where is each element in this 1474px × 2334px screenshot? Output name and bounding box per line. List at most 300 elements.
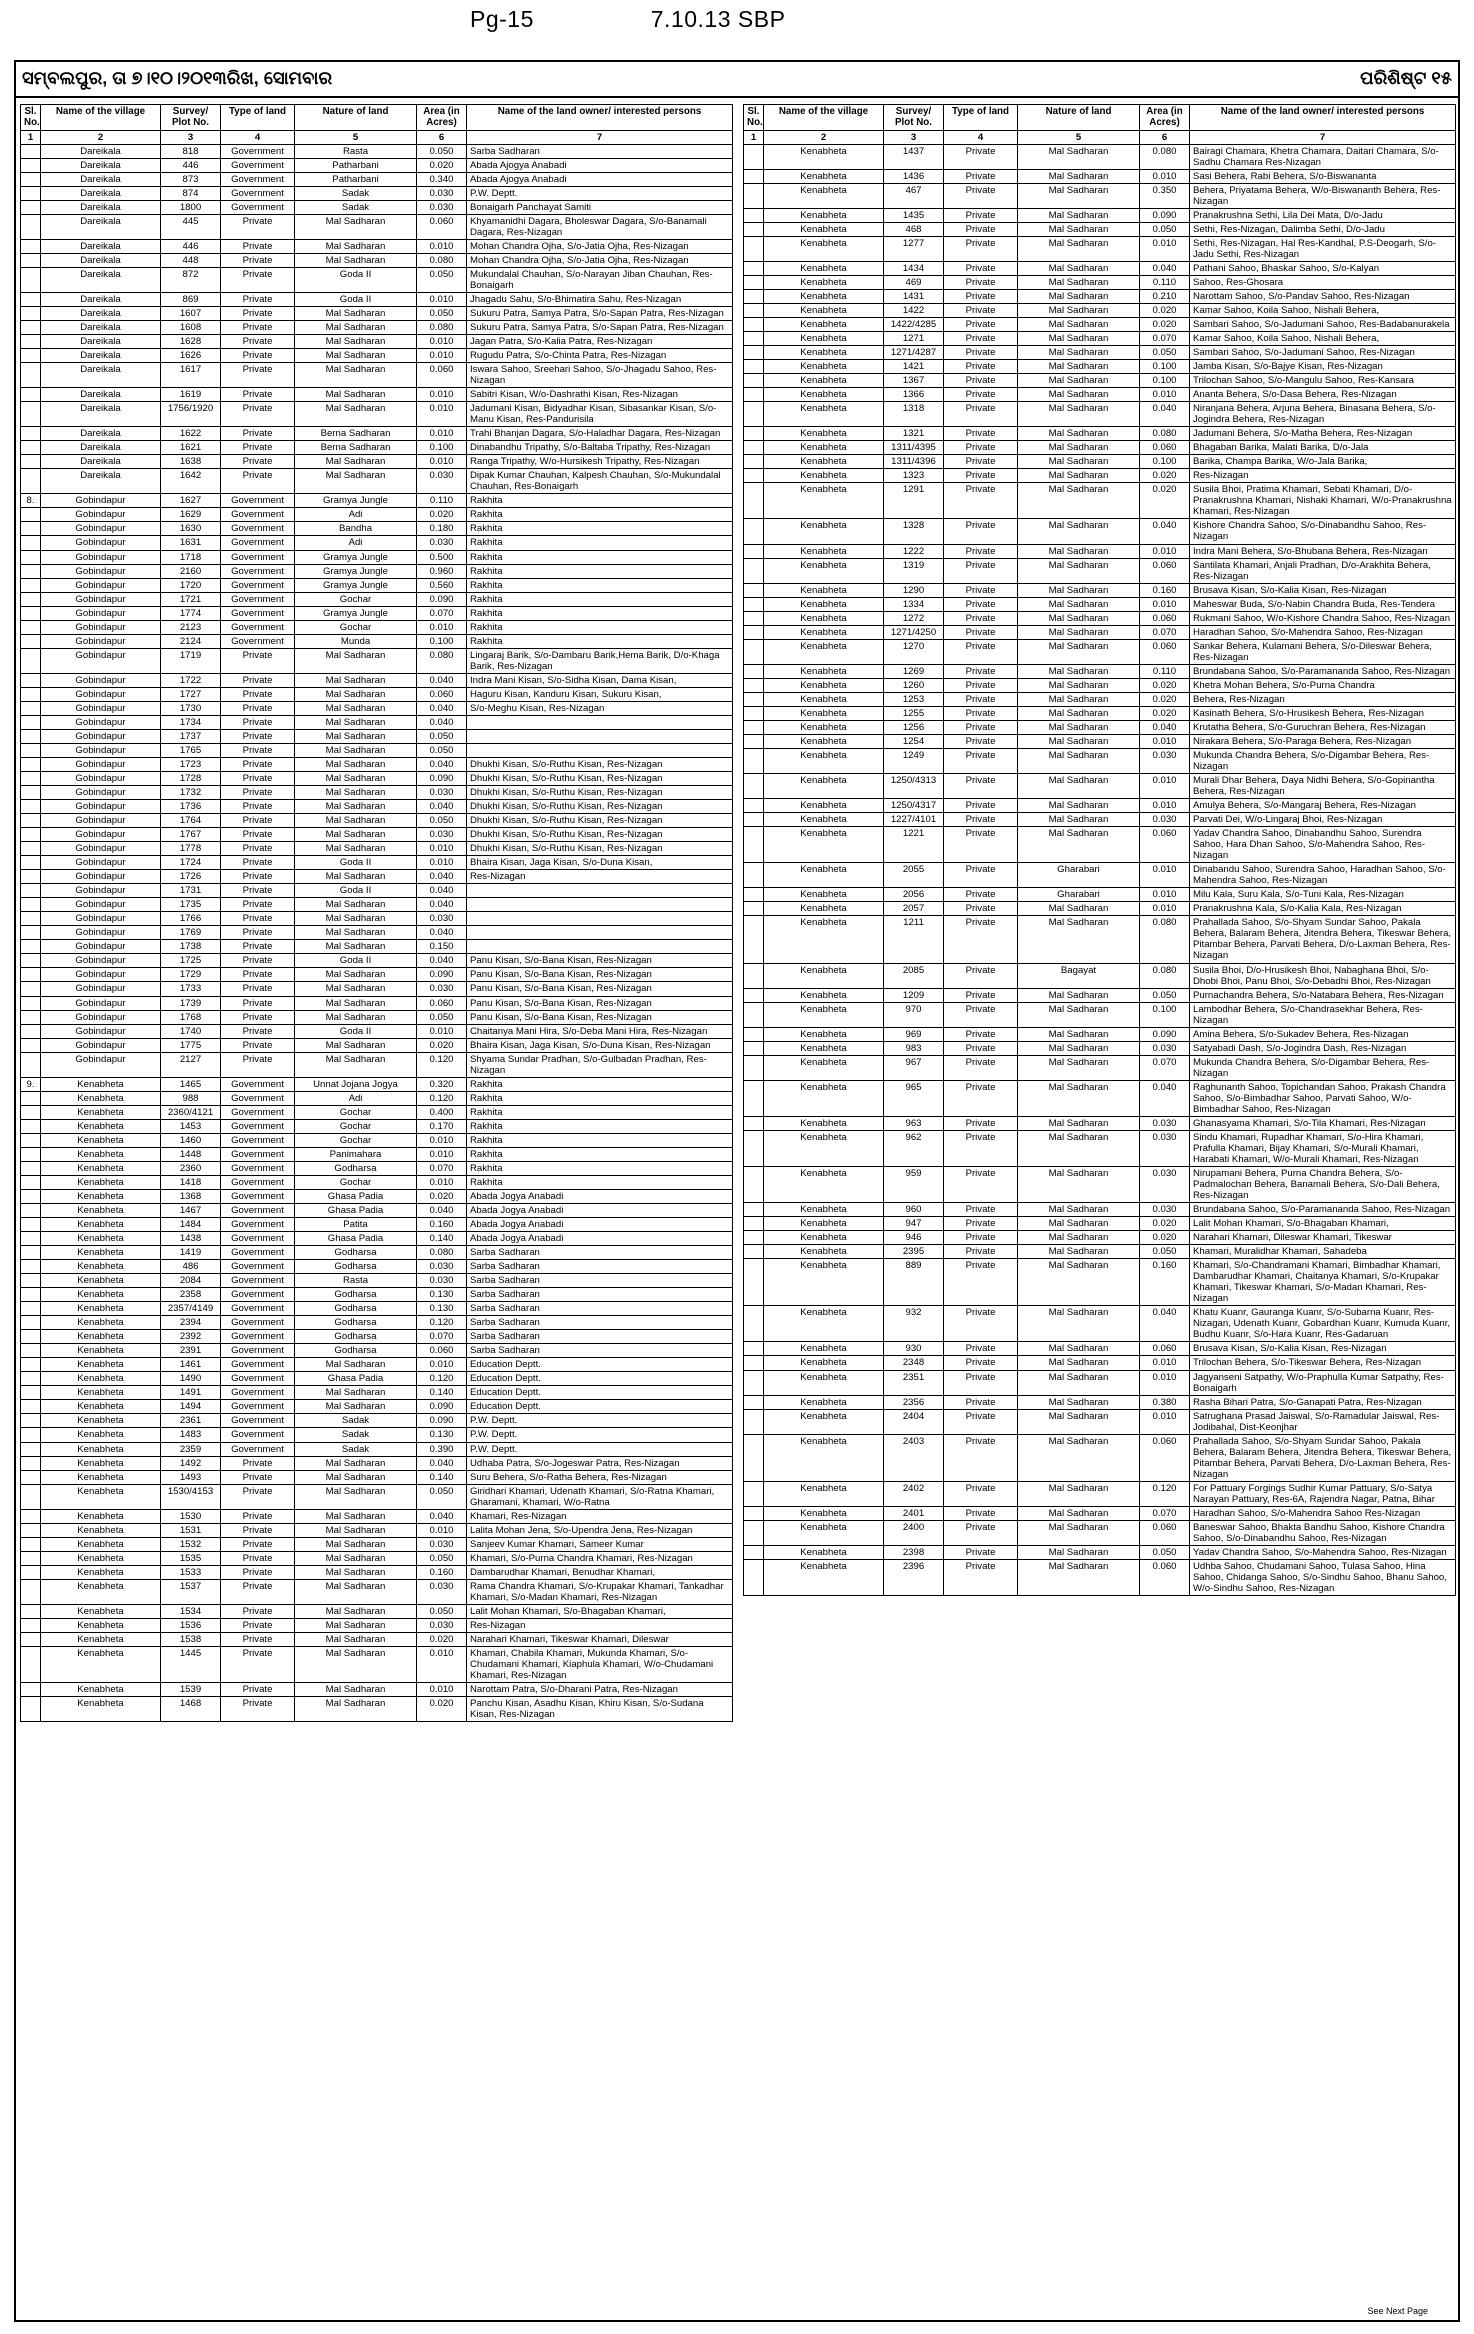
- table-row: [21, 1697, 733, 1722]
- village-name: Gobindapur: [41, 982, 161, 996]
- survey-plot-no: 983: [884, 1041, 944, 1055]
- owner-name: Niranjana Behera, Arjuna Behera, Binasana Behera, S/o-Jogindra Behera, Res-Nizagan: [1190, 402, 1456, 427]
- sl-no: [21, 253, 41, 267]
- land-type: Government: [221, 186, 295, 200]
- village-name: Kenabheta: [764, 639, 884, 664]
- land-type: Private: [944, 1080, 1018, 1116]
- survey-plot-no: 2360/4121: [161, 1105, 221, 1119]
- owner-name: Sambari Sahoo, S/o-Jadumani Sahoo, Res-Badabanurakela: [1190, 317, 1456, 331]
- owner-name: Prahallada Sahoo, S/o-Shyam Sundar Sahoo, Pakala Behera, Balaram Behera, Jitendra Behera, Tikeswar Behera, Pitambar Behera, Parvati Behera, D/o-Laxman Behera, Res-Nizagan: [1190, 916, 1456, 963]
- col-header: Nature of land: [1018, 105, 1140, 131]
- owner-name: Abada Jogya Anabadi: [467, 1218, 733, 1232]
- survey-plot-no: 1418: [161, 1175, 221, 1189]
- owner-name: Dhukhi Kisan, S/o-Ruthu Kisan, Res-Nizagan: [467, 814, 733, 828]
- survey-plot-no: 1453: [161, 1119, 221, 1133]
- table-row: [21, 1024, 733, 1038]
- village-name: Kenabheta: [764, 1231, 884, 1245]
- area-acres: 0.020: [417, 1189, 467, 1203]
- area-acres: 0.010: [417, 856, 467, 870]
- land-type: Private: [944, 1203, 1018, 1217]
- land-nature: Mal Sadharan: [1018, 441, 1140, 455]
- area-acres: 0.010: [417, 1646, 467, 1682]
- owner-name: Pathani Sahoo, Bhaskar Sahoo, S/o-Kalyan: [1190, 261, 1456, 275]
- village-name: Kenabheta: [764, 611, 884, 625]
- owner-name: Trilochan Sahoo, S/o-Mangulu Sahoo, Res-Kansara: [1190, 374, 1456, 388]
- village-name: Dareikala: [41, 363, 161, 388]
- area-acres: 0.050: [1140, 222, 1190, 236]
- land-type: Government: [221, 200, 295, 214]
- village-name: Dareikala: [41, 455, 161, 469]
- land-type: Private: [944, 1342, 1018, 1356]
- table-row: [21, 968, 733, 982]
- owner-name: Khamari, S/o-Purna Chandra Khamari, Res-Nizagan: [467, 1551, 733, 1565]
- land-type: Government: [221, 1091, 295, 1105]
- area-acres: 0.010: [417, 292, 467, 306]
- land-type: Private: [944, 1506, 1018, 1520]
- land-type: Private: [944, 774, 1018, 799]
- land-nature: Goda II: [295, 267, 417, 292]
- owner-name: Susila Bhoi, D/o-Hrusikesh Bhoi, Nabaghana Bhoi, S/o-Dhobi Bhoi, Panu Bhoi, S/o-Debadhi Bhoi, Res-Nizagan: [1190, 963, 1456, 988]
- sl-no: [744, 275, 764, 289]
- land-nature: Mal Sadharan: [1018, 1259, 1140, 1306]
- col-header: Name of the village: [41, 105, 161, 131]
- area-acres: 0.070: [417, 1161, 467, 1175]
- land-type: Government: [221, 1105, 295, 1119]
- sl-no: [21, 214, 41, 239]
- owner-name: Lalit Mohan Khamari, S/o-Bhagaban Khamari,: [467, 1604, 733, 1618]
- land-type: Private: [221, 996, 295, 1010]
- area-acres: 0.040: [417, 715, 467, 729]
- land-nature: Mal Sadharan: [1018, 1306, 1140, 1342]
- land-nature: Mal Sadharan: [1018, 1481, 1140, 1506]
- owner-name: Mukunda Chandra Behera, S/o-Digambar Behera, Res-Nizagan: [1190, 1055, 1456, 1080]
- owner-name: Brundabana Sahoo, S/o-Paramananda Sahoo, Res-Nizagan: [1190, 1203, 1456, 1217]
- page-slug: [470, 6, 895, 33]
- sl-no: [744, 317, 764, 331]
- table-row: [21, 158, 733, 172]
- land-type: Private: [221, 1523, 295, 1537]
- table-row: [744, 963, 1456, 988]
- sl-no: [744, 183, 764, 208]
- sl-no: [744, 720, 764, 734]
- sl-no: [21, 1288, 41, 1302]
- land-nature: Mal Sadharan: [1018, 1055, 1140, 1080]
- village-name: Kenabheta: [41, 1372, 161, 1386]
- land-nature: Mal Sadharan: [295, 982, 417, 996]
- land-type: Government: [221, 1288, 295, 1302]
- table-row: [21, 1344, 733, 1358]
- sl-no: [744, 706, 764, 720]
- survey-plot-no: 2400: [884, 1520, 944, 1545]
- survey-plot-no: 1537: [161, 1579, 221, 1604]
- land-type: Private: [221, 842, 295, 856]
- land-nature: Mal Sadharan: [1018, 289, 1140, 303]
- land-nature: Mal Sadharan: [295, 1537, 417, 1551]
- table-row: [21, 427, 733, 441]
- sl-no: [21, 1386, 41, 1400]
- survey-plot-no: 1767: [161, 828, 221, 842]
- area-acres: 0.030: [417, 1537, 467, 1551]
- table-row: [21, 1133, 733, 1147]
- area-acres: 0.040: [1140, 261, 1190, 275]
- table-row: [21, 306, 733, 320]
- area-acres: 0.020: [417, 1038, 467, 1052]
- survey-plot-no: 1722: [161, 673, 221, 687]
- land-nature: Mal Sadharan: [295, 687, 417, 701]
- village-name: Kenabheta: [764, 374, 884, 388]
- table-row: [21, 1052, 733, 1077]
- land-type: Private: [944, 332, 1018, 346]
- village-name: Kenabheta: [764, 813, 884, 827]
- owner-name: Khamari, Chabila Khamari, Mukunda Khamari, S/o-Chudamani Khamari, Kiaphula Khamari, W/o-Chudamani Khamari, Res-Nizagan: [467, 1646, 733, 1682]
- land-table-left: [20, 104, 733, 1722]
- land-nature: Mal Sadharan: [1018, 303, 1140, 317]
- area-acres: 0.030: [417, 786, 467, 800]
- table-row: [744, 1434, 1456, 1481]
- village-name: Kenabheta: [764, 1217, 884, 1231]
- land-type: Government: [221, 508, 295, 522]
- area-acres: 0.060: [1140, 558, 1190, 583]
- land-type: Government: [221, 172, 295, 186]
- area-acres: 0.020: [417, 1632, 467, 1646]
- village-name: Dareikala: [41, 239, 161, 253]
- table-row: [744, 1545, 1456, 1559]
- owner-name: Rakhita: [467, 592, 733, 606]
- owner-name: Sarba Sadharan: [467, 1302, 733, 1316]
- land-nature: Gochar: [295, 620, 417, 634]
- land-table-right: [743, 104, 1456, 1596]
- land-nature: Gochar: [295, 1133, 417, 1147]
- area-acres: 0.010: [1140, 1356, 1190, 1370]
- table-row: [744, 427, 1456, 441]
- owner-name: Haradhan Sahoo, S/o-Mahendra Sahoo, Res-Nizagan: [1190, 625, 1456, 639]
- table-row: [744, 1520, 1456, 1545]
- land-type: Private: [221, 1509, 295, 1523]
- sl-no: [744, 799, 764, 813]
- area-acres: 0.060: [417, 363, 467, 388]
- land-type: Private: [944, 222, 1018, 236]
- survey-plot-no: 448: [161, 253, 221, 267]
- table-row: [744, 208, 1456, 222]
- owner-name: Dipak Kumar Chauhan, Kalpesh Chauhan, S/o-Mukundalal Chauhan, Res-Bonaigarh: [467, 469, 733, 494]
- sl-no: [21, 1470, 41, 1484]
- col-header: Area (in Acres): [1140, 105, 1190, 131]
- land-nature: Mal Sadharan: [1018, 332, 1140, 346]
- survey-plot-no: 1209: [884, 988, 944, 1002]
- land-nature: Mal Sadharan: [295, 1523, 417, 1537]
- survey-plot-no: 1318: [884, 402, 944, 427]
- land-type: Private: [221, 870, 295, 884]
- village-name: Kenabheta: [764, 1167, 884, 1203]
- table-row: [744, 1245, 1456, 1259]
- survey-plot-no: 1253: [884, 692, 944, 706]
- village-name: Kenabheta: [41, 1414, 161, 1428]
- table-row: [21, 1456, 733, 1470]
- owner-name: Jadumani Kisan, Bidyadhar Kisan, Sibasankar Kisan, S/o-Manu Kisan, Res-Pandurisila: [467, 402, 733, 427]
- sl-no: [744, 144, 764, 169]
- owner-name: Purnachandra Behera, S/o-Natabara Behera, Res-Nizagan: [1190, 988, 1456, 1002]
- owner-name: Sarba Sadharan: [467, 1344, 733, 1358]
- owner-name: [467, 715, 733, 729]
- land-type: Government: [221, 1133, 295, 1147]
- owner-name: Sindu Khamari, Rupadhar Khamari, S/o-Hira Khamari, Prafulla Khamari, Bijay Khamari, S/o-Murali Khamari, Harabati Khamari, W/o-Murali Khamari, Res-Nizagan: [1190, 1130, 1456, 1166]
- land-nature: Mal Sadharan: [1018, 611, 1140, 625]
- village-name: Kenabheta: [764, 988, 884, 1002]
- survey-plot-no: 1739: [161, 996, 221, 1010]
- area-acres: 0.040: [417, 926, 467, 940]
- survey-plot-no: 2404: [884, 1409, 944, 1434]
- village-name: Kenabheta: [764, 402, 884, 427]
- sl-no: [21, 870, 41, 884]
- land-type: Private: [221, 1551, 295, 1565]
- area-acres: 0.040: [1140, 1080, 1190, 1116]
- area-acres: 0.080: [417, 320, 467, 334]
- sl-no: [744, 1217, 764, 1231]
- land-type: Private: [221, 940, 295, 954]
- land-nature: Gochar: [295, 1105, 417, 1119]
- sl-no: [744, 261, 764, 275]
- area-acres: 0.010: [1140, 774, 1190, 799]
- land-nature: Unnat Jojana Jogya: [295, 1077, 417, 1091]
- sl-no: [21, 954, 41, 968]
- land-type: Private: [944, 208, 1018, 222]
- village-name: Gobindapur: [41, 842, 161, 856]
- table-row: [21, 856, 733, 870]
- area-acres: 0.120: [1140, 1481, 1190, 1506]
- owner-name: Lingaraj Barik, S/o-Dambaru Barik,Hema Barik, D/o-Khaga Barik, Res-Nizagan: [467, 648, 733, 673]
- survey-plot-no: 2358: [161, 1288, 221, 1302]
- owner-name: Jhagadu Sahu, S/o-Bhimatira Sahu, Res-Nizagan: [467, 292, 733, 306]
- area-acres: 0.100: [1140, 374, 1190, 388]
- owner-name: P.W. Deptt.: [467, 186, 733, 200]
- table-row: [21, 648, 733, 673]
- village-name: Kenabheta: [764, 1545, 884, 1559]
- sl-no: [21, 1509, 41, 1523]
- survey-plot-no: 1627: [161, 494, 221, 508]
- owner-name: Sasi Behera, Rabi Behera, S/o-Biswananta: [1190, 169, 1456, 183]
- survey-plot-no: 1270: [884, 639, 944, 664]
- owner-name: P.W. Deptt.: [467, 1428, 733, 1442]
- survey-plot-no: 2351: [884, 1370, 944, 1395]
- area-acres: 0.010: [417, 239, 467, 253]
- land-type: Private: [944, 558, 1018, 583]
- sl-no: [21, 267, 41, 292]
- area-acres: 0.050: [1140, 1545, 1190, 1559]
- land-nature: Mal Sadharan: [1018, 774, 1140, 799]
- owner-name: Rakhita: [467, 522, 733, 536]
- table-row: [21, 926, 733, 940]
- land-nature: Mal Sadharan: [1018, 664, 1140, 678]
- area-acres: 0.060: [1140, 1559, 1190, 1595]
- survey-plot-no: 869: [161, 292, 221, 306]
- village-name: Kenabheta: [764, 483, 884, 519]
- land-nature: Mal Sadharan: [295, 388, 417, 402]
- land-nature: Gramya Jungle: [295, 564, 417, 578]
- owner-name: Sukuru Patra, Samya Patra, S/o-Sapan Patra, Res-Nizagan: [467, 320, 733, 334]
- village-name: Gobindapur: [41, 940, 161, 954]
- land-nature: Mal Sadharan: [295, 363, 417, 388]
- land-type: Private: [944, 388, 1018, 402]
- table-row: [744, 303, 1456, 317]
- village-name: Kenabheta: [764, 346, 884, 360]
- land-type: Private: [221, 715, 295, 729]
- table-row: [21, 1260, 733, 1274]
- survey-plot-no: 446: [161, 239, 221, 253]
- land-nature: Mal Sadharan: [1018, 1520, 1140, 1545]
- village-name: Gobindapur: [41, 592, 161, 606]
- owner-name: Susila Bhoi, Pratima Khamari, Sebati Khamari, D/o-Pranakrushna Khamari, Nishaki Khamari, W/o-Pranakrushna Khamari, Res-Nizagan: [1190, 483, 1456, 519]
- sl-no: [21, 786, 41, 800]
- owner-name: Sethi, Res-Nizagan, Dalimba Sethi, D/o-Jadu: [1190, 222, 1456, 236]
- owner-name: [467, 884, 733, 898]
- survey-plot-no: 2055: [884, 863, 944, 888]
- owner-name: Rakhita: [467, 634, 733, 648]
- sl-no: [21, 606, 41, 620]
- village-name: Kenabheta: [41, 1316, 161, 1330]
- owner-name: Lambodhar Behera, S/o-Chandrasekhar Behera, Res-Nizagan: [1190, 1002, 1456, 1027]
- owner-name: Panu Kisan, S/o-Bana Kisan, Res-Nizagan: [467, 982, 733, 996]
- survey-plot-no: 1311/4395: [884, 441, 944, 455]
- land-nature: Mal Sadharan: [295, 757, 417, 771]
- village-name: Kenabheta: [764, 583, 884, 597]
- area-acres: 0.020: [417, 158, 467, 172]
- survey-plot-no: 1311/4396: [884, 455, 944, 469]
- survey-plot-no: 1493: [161, 1470, 221, 1484]
- land-type: Private: [944, 611, 1018, 625]
- land-type: Private: [944, 1002, 1018, 1027]
- survey-plot-no: 1733: [161, 982, 221, 996]
- column-number: 6: [417, 130, 467, 144]
- owner-name: Khatu Kuanr, Gauranga Kuanr, S/o-Subarna Kuanr, Res-Nizagan, Udenath Kuanr, Gobardhan Kuanr, Kumuda Kuanr, Budhu Kuanr, S/o-Hara Kuanr, Res-Gadaruan: [1190, 1306, 1456, 1342]
- sl-no: [21, 1246, 41, 1260]
- survey-plot-no: 2056: [884, 888, 944, 902]
- table-row: [744, 1080, 1456, 1116]
- survey-plot-no: 1800: [161, 200, 221, 214]
- table-row: [744, 813, 1456, 827]
- land-nature: Ghasa Padia: [295, 1189, 417, 1203]
- survey-plot-no: 1724: [161, 856, 221, 870]
- survey-plot-no: 1730: [161, 701, 221, 715]
- area-acres: 0.110: [1140, 275, 1190, 289]
- column-number: 4: [221, 130, 295, 144]
- land-type: Private: [944, 169, 1018, 183]
- survey-plot-no: 2392: [161, 1330, 221, 1344]
- village-name: Kenabheta: [764, 827, 884, 863]
- village-name: Gobindapur: [41, 996, 161, 1010]
- sl-no: [744, 1342, 764, 1356]
- sl-no: [21, 200, 41, 214]
- area-acres: 0.010: [1140, 236, 1190, 261]
- owner-name: Suru Behera, S/o-Ratha Behera, Res-Nizagan: [467, 1470, 733, 1484]
- sl-no: [744, 455, 764, 469]
- owner-name: Mohan Chandra Ojha, S/o-Jatia Ojha, Res-Nizagan: [467, 239, 733, 253]
- sl-no: [744, 374, 764, 388]
- survey-plot-no: 1483: [161, 1428, 221, 1442]
- sl-no: [744, 1559, 764, 1595]
- table-row: [21, 954, 733, 968]
- table-row: [744, 1231, 1456, 1245]
- header-row: [21, 105, 733, 131]
- land-type: Private: [221, 1537, 295, 1551]
- table-row: [21, 814, 733, 828]
- survey-plot-no: 1368: [161, 1189, 221, 1203]
- area-acres: 0.110: [417, 494, 467, 508]
- survey-plot-no: 1290: [884, 583, 944, 597]
- owner-name: Abada Jogya Anabadi: [467, 1232, 733, 1246]
- col-header: Type of land: [221, 105, 295, 131]
- village-name: Kenabheta: [41, 1302, 161, 1316]
- village-name: Kenabheta: [764, 289, 884, 303]
- table-row: [744, 1356, 1456, 1370]
- village-name: Gobindapur: [41, 634, 161, 648]
- land-nature: Mal Sadharan: [295, 1386, 417, 1400]
- land-type: Government: [221, 1414, 295, 1428]
- owner-name: Rakhita: [467, 1105, 733, 1119]
- table-row: [21, 634, 733, 648]
- survey-plot-no: 1367: [884, 374, 944, 388]
- land-nature: Mal Sadharan: [1018, 1434, 1140, 1481]
- owner-name: Dhukhi Kisan, S/o-Ruthu Kisan, Res-Nizagan: [467, 786, 733, 800]
- survey-plot-no: 963: [884, 1116, 944, 1130]
- land-nature: Mal Sadharan: [1018, 1167, 1140, 1203]
- table-row: [21, 441, 733, 455]
- land-nature: Mal Sadharan: [1018, 748, 1140, 773]
- land-type: Private: [221, 239, 295, 253]
- owner-name: [467, 898, 733, 912]
- header-dateline: ସମ୍ବଲପୁର, ତା ୭।୧୦।୨୦୧୩ରିଖ, ସୋମବାର: [22, 68, 333, 88]
- area-acres: 0.060: [1140, 639, 1190, 664]
- area-acres: 0.080: [1140, 427, 1190, 441]
- land-nature: Godharsa: [295, 1161, 417, 1175]
- survey-plot-no: 1419: [161, 1246, 221, 1260]
- sl-no: [21, 687, 41, 701]
- village-name: Gobindapur: [41, 968, 161, 982]
- village-name: Gobindapur: [41, 606, 161, 620]
- sl-no: [21, 1372, 41, 1386]
- table-row: [744, 519, 1456, 544]
- sl-no: [21, 926, 41, 940]
- land-type: Private: [221, 954, 295, 968]
- area-acres: 0.010: [1140, 544, 1190, 558]
- table-row: [21, 757, 733, 771]
- area-acres: 0.070: [1140, 1506, 1190, 1520]
- area-acres: 0.010: [417, 1133, 467, 1147]
- village-name: Kenabheta: [764, 664, 884, 678]
- col-header: Nature of land: [295, 105, 417, 131]
- owner-name: Haradhan Sahoo, S/o-Mahendra Sahoo Res-Nizagan: [1190, 1506, 1456, 1520]
- sl-no: [744, 1395, 764, 1409]
- area-acres: 0.130: [417, 1428, 467, 1442]
- land-nature: Mal Sadharan: [1018, 625, 1140, 639]
- owner-name: Khamari, S/o-Chandramani Khamari, Bimbadhar Khamari, Dambarudhar Khamari, Chaitanya Khamari, S/o-Krupakar Khamari, Tikeswar Khamari, S/o-Madan Khamari, Res-Nizagan: [1190, 1259, 1456, 1306]
- owner-name: Lalit Mohan Khamari, S/o-Bhagaban Khamari,: [1190, 1217, 1456, 1231]
- survey-plot-no: 1723: [161, 757, 221, 771]
- owner-name: Rasha Bihari Patra, S/o-Ganapati Patra, Res-Nizagan: [1190, 1395, 1456, 1409]
- sl-no: [21, 620, 41, 634]
- land-type: Private: [221, 1618, 295, 1632]
- land-nature: Mal Sadharan: [295, 1470, 417, 1484]
- area-acres: 0.010: [1140, 863, 1190, 888]
- area-acres: 0.130: [417, 1288, 467, 1302]
- table-row: [744, 483, 1456, 519]
- area-acres: 0.060: [417, 1344, 467, 1358]
- table-row: [744, 1055, 1456, 1080]
- survey-plot-no: 1720: [161, 578, 221, 592]
- land-nature: Mal Sadharan: [295, 842, 417, 856]
- survey-plot-no: 1617: [161, 363, 221, 388]
- table-row: [744, 902, 1456, 916]
- land-nature: Mal Sadharan: [1018, 813, 1140, 827]
